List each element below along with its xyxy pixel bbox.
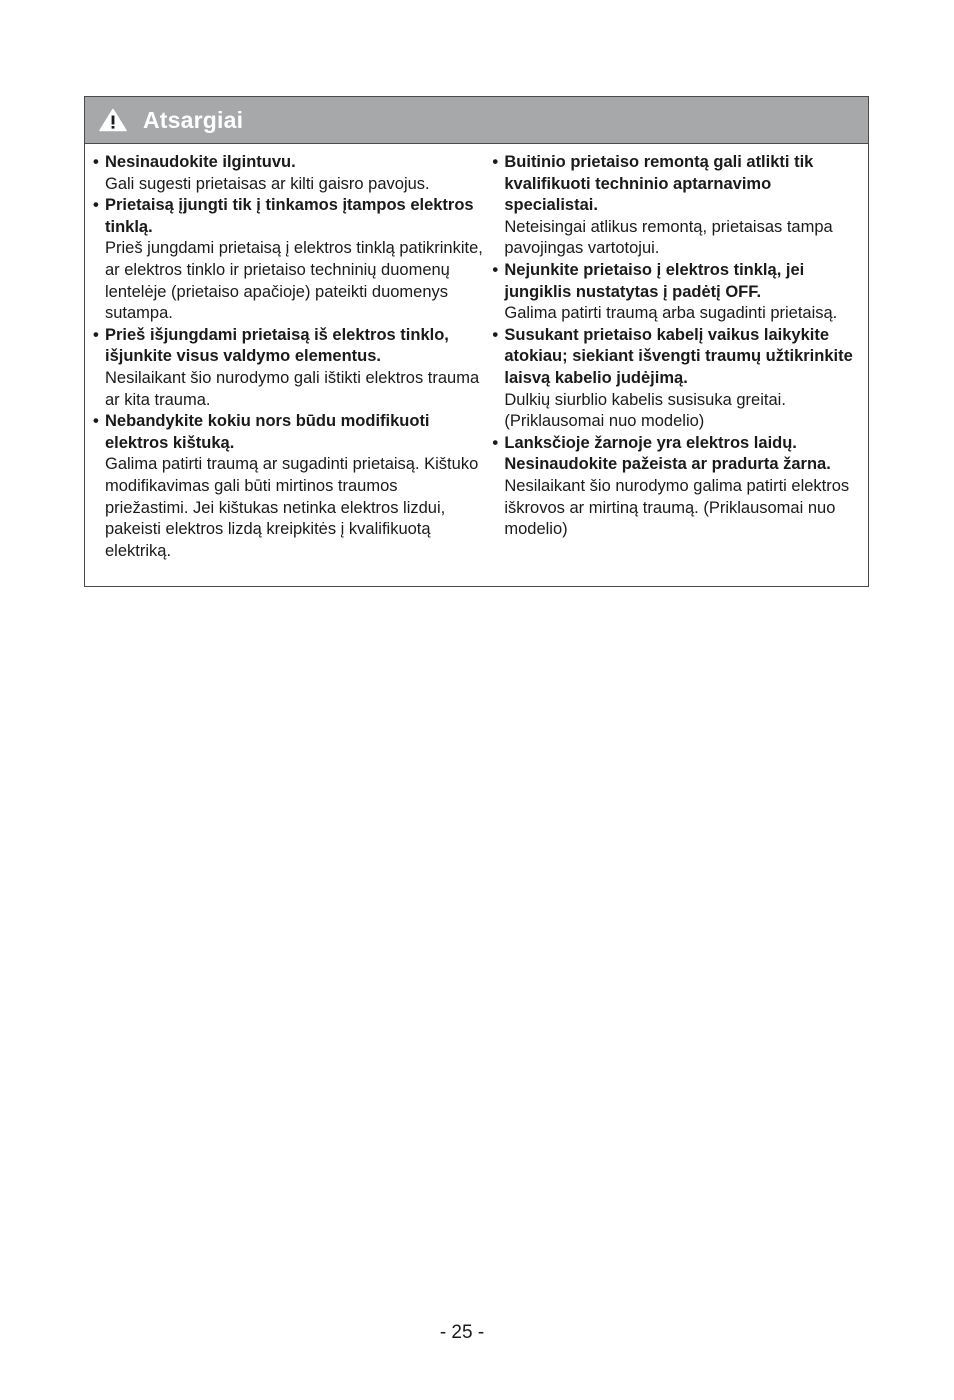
caution-item-title: Nejunkite prietaiso į elektros tinklą, jei jungiklis nustatytas į padėtį OFF. [504, 260, 805, 301]
caution-item [492, 325, 860, 433]
caution-item-title: Prieš išjungdami prietaisą iš elektros tinklo, išjunkite visus valdymo elementus. [105, 325, 449, 366]
caution-item-body: Nesilaikant šio nurodymo galima patirti elektros iškrovos ar mirtiną traumą. (Priklausomai nuo modelio) [504, 476, 850, 539]
caution-item [492, 260, 860, 325]
bullet: • [492, 433, 499, 452]
caution-item-title: Susukant prietaiso kabelį vaikus laikykite atokiau; siekiant išvengti traumų užtikrinkite laisvą kabelio judėjimą. [504, 325, 853, 387]
caution-item-title: Buitinio prietaiso remontą gali atlikti tik kvalifikuoti techninio aptarnavimo specialistai. [504, 153, 814, 215]
left-column [93, 152, 483, 562]
caution-item-body: Gali sugesti prietaisas ar kilti gaisro pavojus. [105, 174, 430, 193]
bullet: • [93, 325, 99, 344]
warning-triangle-icon [99, 108, 127, 132]
bullet: • [93, 153, 99, 171]
bullet: • [492, 260, 499, 279]
bullet: • [492, 325, 499, 344]
bullet: • [93, 412, 99, 431]
caution-item [492, 152, 860, 260]
caution-item [93, 325, 483, 411]
caution-item-title: Prietaisą įjungti tik į tinkamos įtampos elektros tinklą. [105, 196, 474, 236]
caution-item-body: Galima patirti traumą ar sugadinti prietaisą. Kištuko modifikavimas gali būti mirtinos traumos priežastimi. Jei kištukas netinka elektros lizdui, pakeisti elektros lizdą kreipkitės į kvalifikuotą elektriką. [105, 455, 479, 560]
caution-item-title: Lanksčioje žarnoje yra elektros laidų. Nesinaudokite pažeista ar pradurta žarna. [504, 433, 831, 474]
caution-item-body: Nesilaikant šio nurodymo gali ištikti elektros trauma ar kita trauma. [105, 368, 480, 409]
bullet: • [492, 153, 499, 171]
caution-item-title: Nebandykite kokiu nors būdu modifikuoti elektros kištuką. [105, 412, 430, 452]
right-column [492, 152, 860, 562]
caution-item-body: Dulkių siurblio kabelis susisuka greitai. (Priklausomai nuo modelio) [504, 390, 786, 431]
bullet: • [93, 196, 99, 215]
caution-item [93, 152, 483, 195]
caution-item [93, 411, 483, 562]
caution-box [84, 96, 869, 587]
caution-columns [93, 152, 860, 562]
page-number: - 25 - [439, 1322, 485, 1343]
caution-item-title: Nesinaudokite ilgintuvu. [105, 153, 296, 171]
caution-item-body: Prieš jungdami prietaisą į elektros tinklą patikrinkite, ar elektros tinklo ir prietaiso techninių duomenų lentelėje (prietaiso apačioje) pateikti duomenys sutampa. [105, 239, 483, 323]
caution-header [85, 97, 868, 144]
caution-item [492, 433, 860, 541]
caution-item [93, 195, 483, 325]
caution-title: Atsargiai [143, 106, 244, 133]
caution-item-body: Neteisingai atlikus remontą, prietaisas tampa pavojingas vartotojui. [504, 217, 833, 258]
caution-item-body: Galima patirti traumą arba sugadinti prietaisą. [504, 304, 838, 323]
